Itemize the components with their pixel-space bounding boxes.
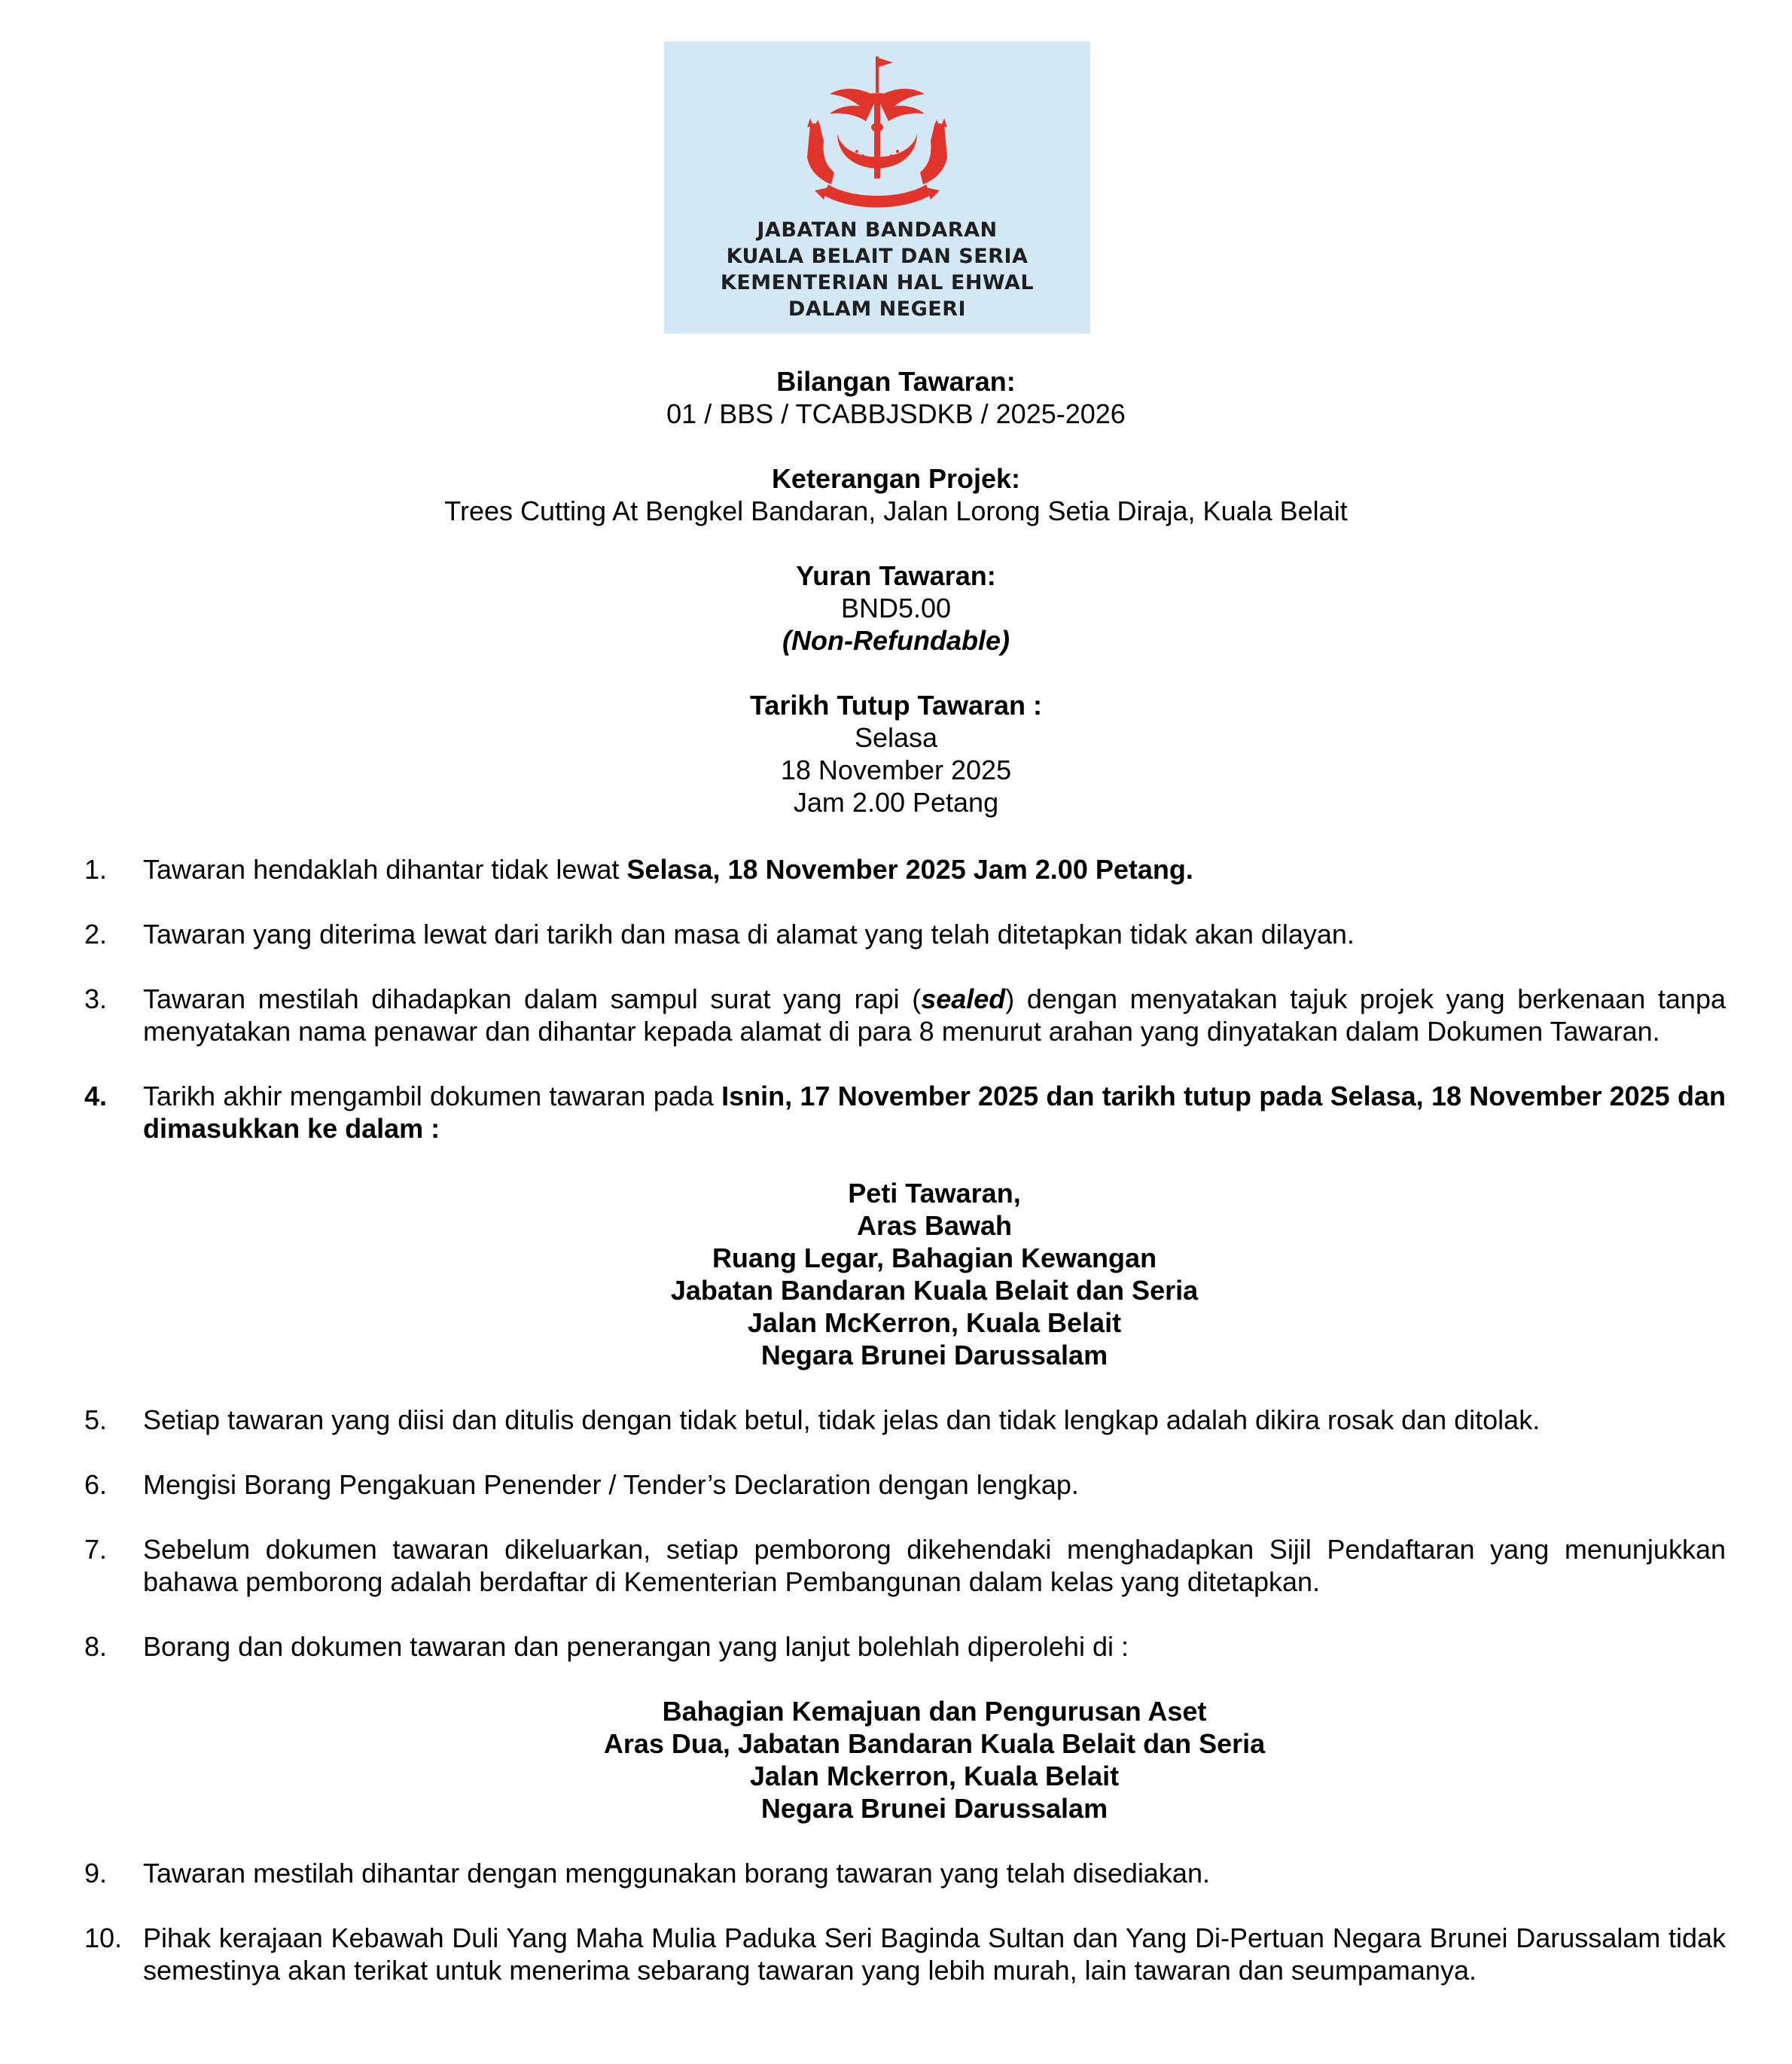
- closing-label: Tarikh Tutup Tawaran :: [749, 690, 1043, 721]
- list-item: [84, 1080, 1726, 1145]
- address-line: Peti Tawaran,: [848, 1178, 1021, 1209]
- fee-block: [0, 559, 1792, 657]
- list-item: [84, 1922, 1726, 1986]
- address-line: Negara Brunei Darussalam: [760, 1340, 1108, 1370]
- address-line: Aras Bawah: [856, 1210, 1013, 1241]
- logo-text-line: DALAM NEGERI: [788, 297, 967, 321]
- item-text: Tawaran hendaklah dihantar tidak lewat: [143, 854, 627, 885]
- closing-time: Jam 2.00 Petang: [793, 787, 999, 818]
- item-number: 2.: [84, 919, 108, 950]
- list-item: [84, 853, 1726, 886]
- item-number: 6.: [84, 1469, 108, 1500]
- address-line: Jalan McKerron, Kuala Belait: [747, 1307, 1122, 1338]
- project-block: [0, 462, 1792, 527]
- item-text: Borang dan dokumen tawaran dan penerangan yang lanjut bolehlah diperolehi di :: [143, 1631, 1129, 1662]
- closing-day: Selasa: [854, 722, 938, 753]
- item-bold-text: Isnin, 17 November 2025 dan tarikh tutup pada Selasa, 18 November 2025 dan dimasukkan ke dalam :: [143, 1081, 1726, 1144]
- tender-header: [0, 365, 1792, 851]
- fee-amount: BND5.00: [840, 593, 952, 623]
- address-line: Aras Dua, Jabatan Bandaran Kuala Belait dan Seria: [603, 1728, 1266, 1759]
- tender-number: 01 / BBS / TCABBJSDKB / 2025-2026: [666, 398, 1126, 429]
- list-item: [84, 1468, 1726, 1501]
- item-text: Tawaran mestilah dihadapkan dalam sampul surat yang rapi (: [143, 983, 922, 1014]
- address-line: Bahagian Kemajuan dan Pengurusan Aset: [662, 1696, 1207, 1727]
- project-label: Keterangan Projek:: [771, 463, 1021, 494]
- list-item: [84, 1630, 1726, 1663]
- address-line: Ruang Legar, Bahagian Kewangan: [712, 1242, 1157, 1273]
- closing-date: 18 November 2025: [780, 755, 1012, 785]
- item-text: Mengisi Borang Pengakuan Penender / Tender’s Declaration dengan lengkap.: [143, 1469, 1079, 1500]
- item-number: 7.: [84, 1534, 108, 1565]
- item-number: 9.: [84, 1858, 108, 1889]
- item-number: 8.: [84, 1631, 108, 1662]
- list-item: [84, 1404, 1726, 1436]
- conditions-list: [84, 853, 1726, 2019]
- address-line: Negara Brunei Darussalam: [760, 1793, 1108, 1824]
- item-text: Tawaran mestilah dihantar dengan menggunakan borang tawaran yang telah disediakan.: [143, 1858, 1210, 1889]
- logo-text-line: JABATAN BANDARAN: [757, 218, 998, 242]
- address-line: Jalan Mckerron, Kuala Belait: [749, 1761, 1120, 1791]
- item-text: Tarikh akhir mengambil dokumen tawaran pada: [143, 1081, 722, 1111]
- tender-number-label: Bilangan Tawaran:: [776, 366, 1016, 397]
- documents-address: [84, 1695, 1726, 1825]
- item-text: Setiap tawaran yang diisi dan ditulis dengan tidak betul, tidak jelas dan tidak lengkap adalah dikira rosak dan ditolak.: [143, 1404, 1541, 1435]
- closing-block: [0, 689, 1792, 819]
- brunei-crest-icon: [785, 52, 970, 227]
- fee-note: (Non-Refundable): [782, 625, 1010, 656]
- item-emphasis: sealed: [921, 983, 1006, 1014]
- tender-box-address: [84, 1177, 1726, 1371]
- fee-label: Yuran Tawaran:: [796, 560, 996, 591]
- list-item: [84, 1857, 1726, 1889]
- item-text: ) dengan menyatakan tajuk projek yang berkenaan tanpa menyatakan nama penawar dan dihantar kepada alamat di para 8 menurut arahan yang dinyatakan dalam Dokumen Tawaran.: [143, 983, 1726, 1047]
- project-description: Trees Cutting At Bengkel Bandaran, Jalan Lorong Setia Diraja, Kuala Belait: [444, 495, 1348, 526]
- item-number: 5.: [84, 1404, 108, 1435]
- item-number: 1.: [84, 854, 108, 885]
- item-text: Pihak kerajaan Kebawah Duli Yang Maha Mulia Paduka Seri Baginda Sultan dan Yang Di-Pertuan Negara Brunei Darussalam tidak semestinya akan terikat untuk menerima sebarang tawaran yang lebih murah, lain tawaran dan seumpamanya.: [143, 1922, 1726, 1986]
- item-text: Tawaran yang diterima lewat dari tarikh dan masa di alamat yang telah ditetapkan tidak akan dilayan.: [143, 919, 1355, 950]
- logo-text-line: KEMENTERIAN HAL EHWAL: [720, 271, 1035, 294]
- item-text: Sebelum dokumen tawaran dikeluarkan, setiap pemborong dikehendaki menghadapkan Sijil Pendaftaran yang menunjukkan bahawa pemborong adalah berdaftar di Kementerian Pembangunan dalam kelas yang ditetapkan.: [143, 1534, 1726, 1597]
- address-line: Jabatan Bandaran Kuala Belait dan Seria: [670, 1275, 1199, 1306]
- logo-text-line: KUALA BELAIT DAN SERIA: [726, 245, 1029, 268]
- item-number: 10.: [84, 1922, 123, 1953]
- item-number: 4.: [84, 1081, 108, 1111]
- list-item: [84, 918, 1726, 950]
- item-bold-text: Selasa, 18 November 2025 Jam 2.00 Petang.: [626, 854, 1193, 885]
- department-logo: [664, 41, 1090, 334]
- list-item: [84, 983, 1726, 1047]
- item-number: 3.: [84, 983, 108, 1014]
- list-item: [84, 1533, 1726, 1598]
- tender-number-block: [0, 365, 1792, 430]
